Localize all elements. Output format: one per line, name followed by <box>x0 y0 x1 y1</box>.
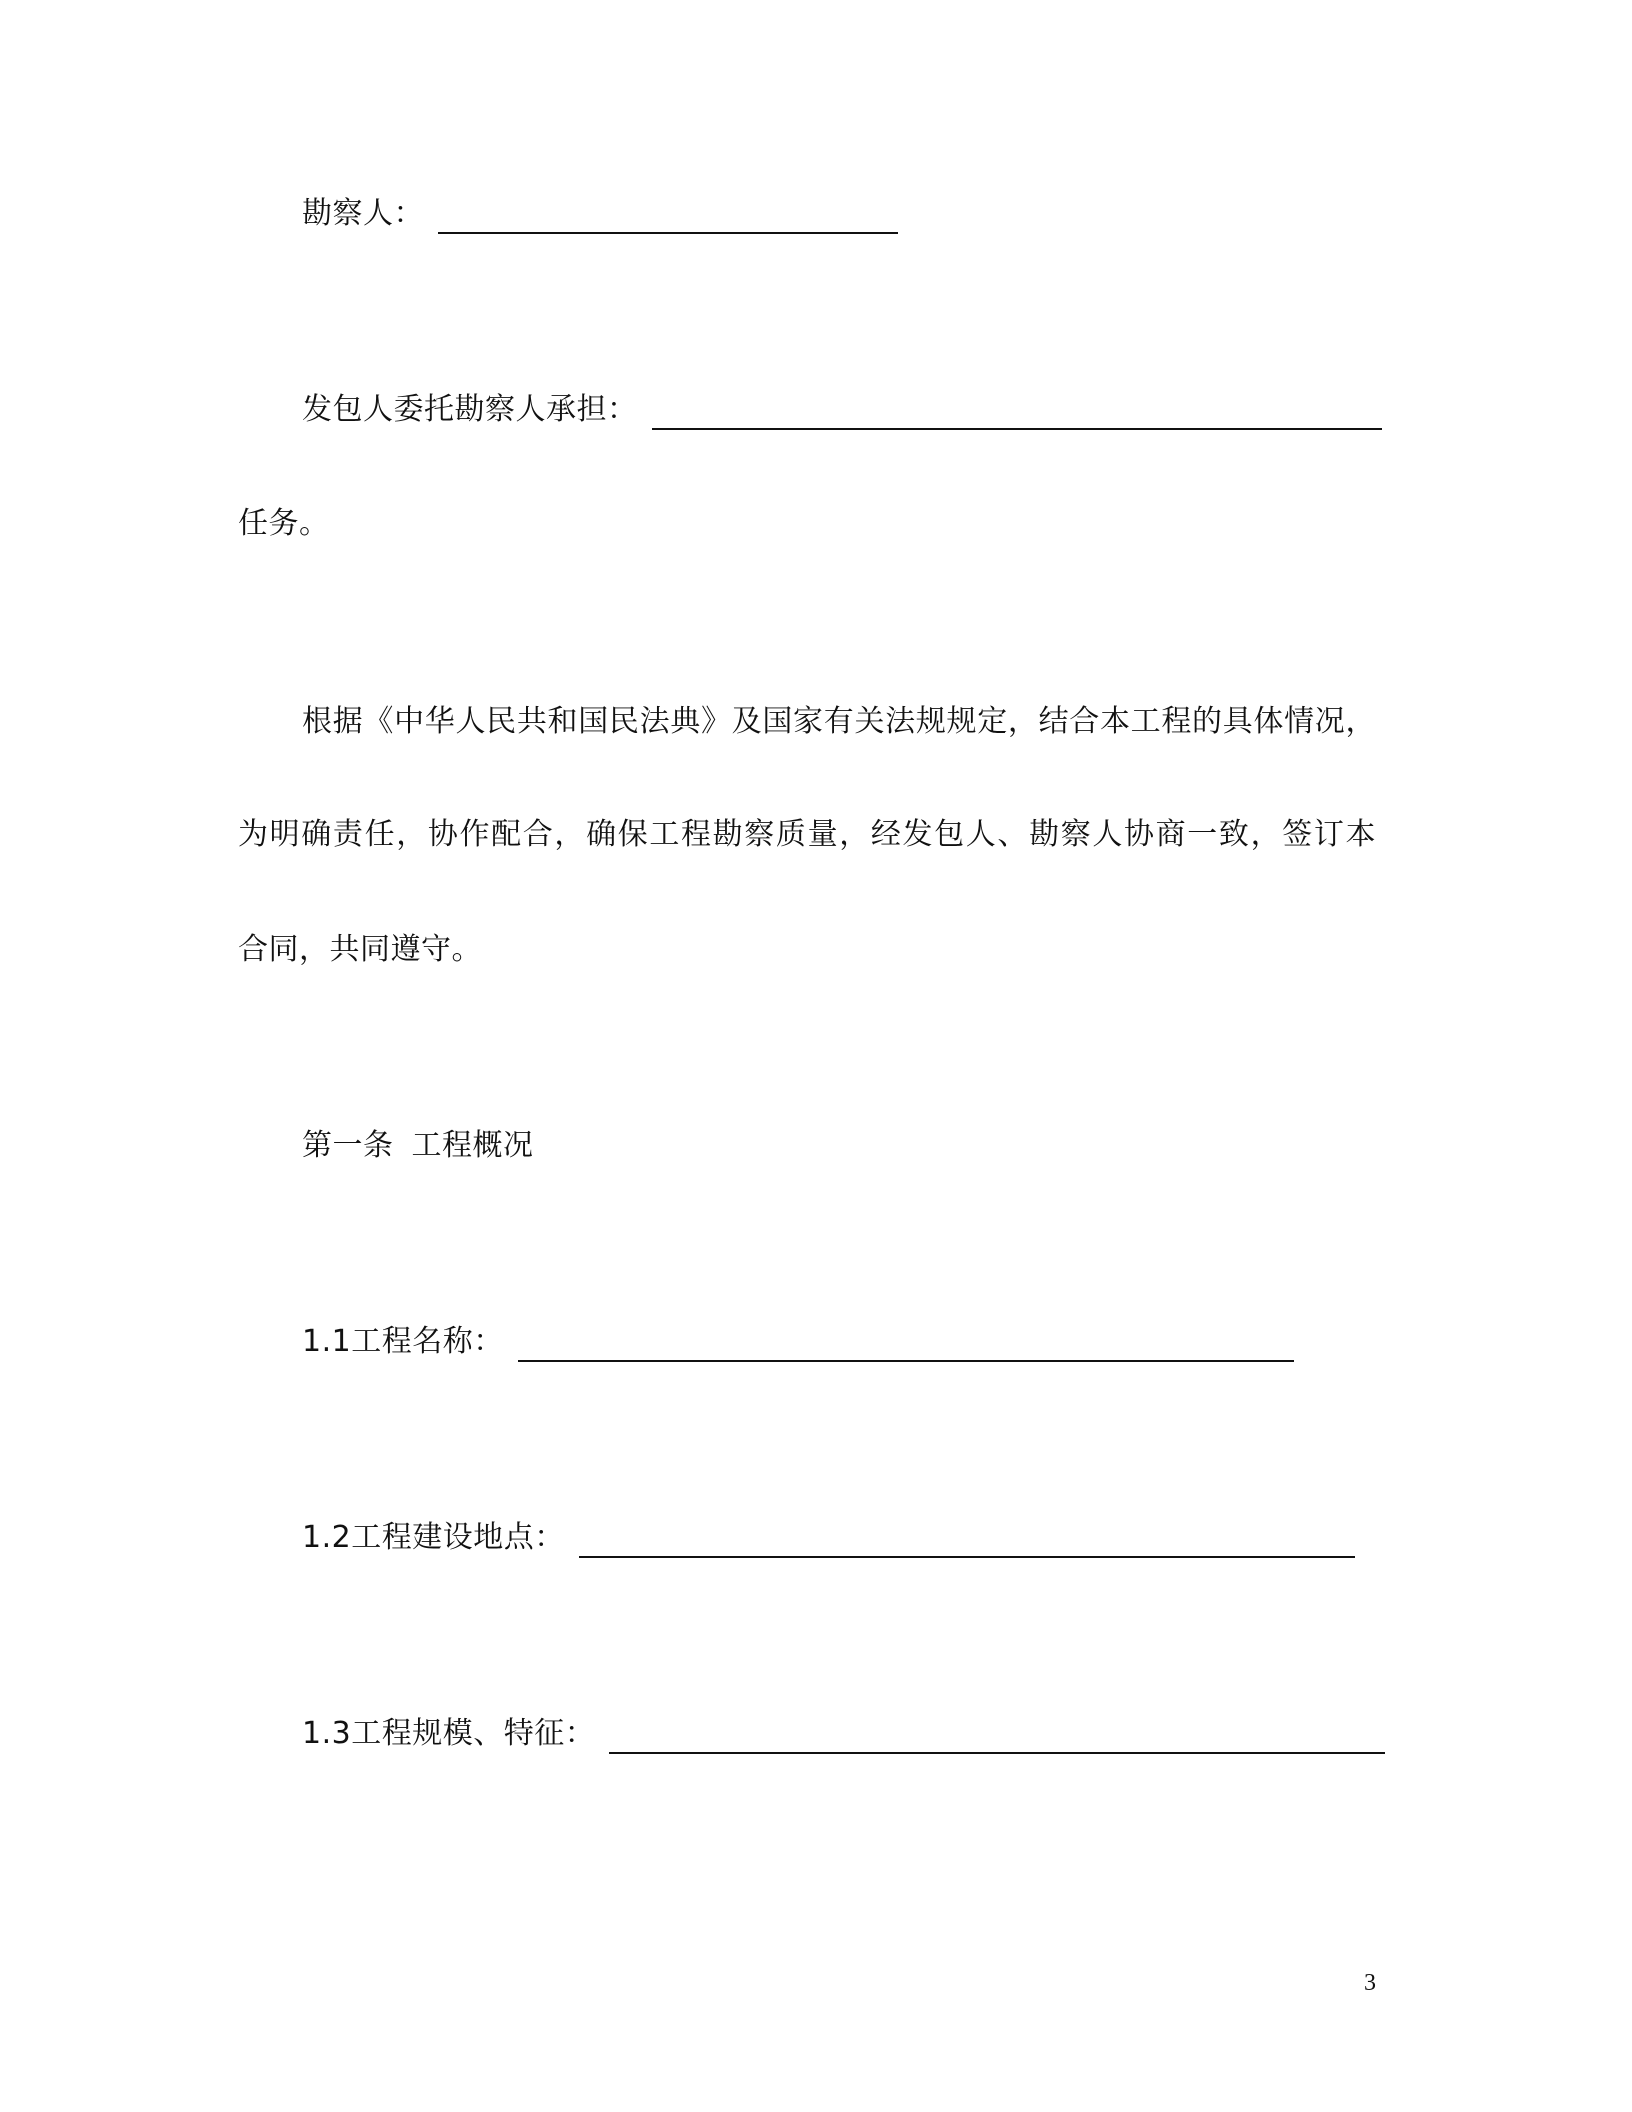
commission-suffix: 任务。 <box>238 506 330 541</box>
project-scale-field <box>302 1714 1385 1754</box>
project-scale-blank[interactable] <box>609 1718 1385 1754</box>
commission-blank[interactable] <box>652 394 1382 430</box>
preamble-line-1: 根据《中华人民共和国民法典》及国家有关法规规定，结合本工程的具体情况， <box>302 704 1376 739</box>
commission-field <box>302 390 1382 430</box>
commission-label: 发包人委托勘察人承担： <box>302 392 638 427</box>
surveyor-field <box>302 194 898 234</box>
page-number: 3 <box>1364 1970 1376 1996</box>
project-name-field <box>302 1322 1294 1362</box>
project-location-field <box>302 1518 1355 1558</box>
surveyor-label: 勘察人： <box>302 196 424 231</box>
preamble-line-3: 合同，共同遵守。 <box>238 932 482 967</box>
project-location-label: 1.2工程建设地点： <box>302 1520 565 1555</box>
project-name-label: 1.1工程名称： <box>302 1324 504 1359</box>
project-location-blank[interactable] <box>579 1522 1355 1558</box>
surveyor-blank[interactable] <box>438 198 898 234</box>
article-1-heading: 第一条 工程概况 <box>302 1128 534 1163</box>
preamble-line-2: 为明确责任，协作配合，确保工程勘察质量，经发包人、勘察人协商一致，签订本 <box>238 817 1376 852</box>
project-scale-label: 1.3工程规模、特征： <box>302 1716 596 1751</box>
project-name-blank[interactable] <box>518 1326 1294 1362</box>
